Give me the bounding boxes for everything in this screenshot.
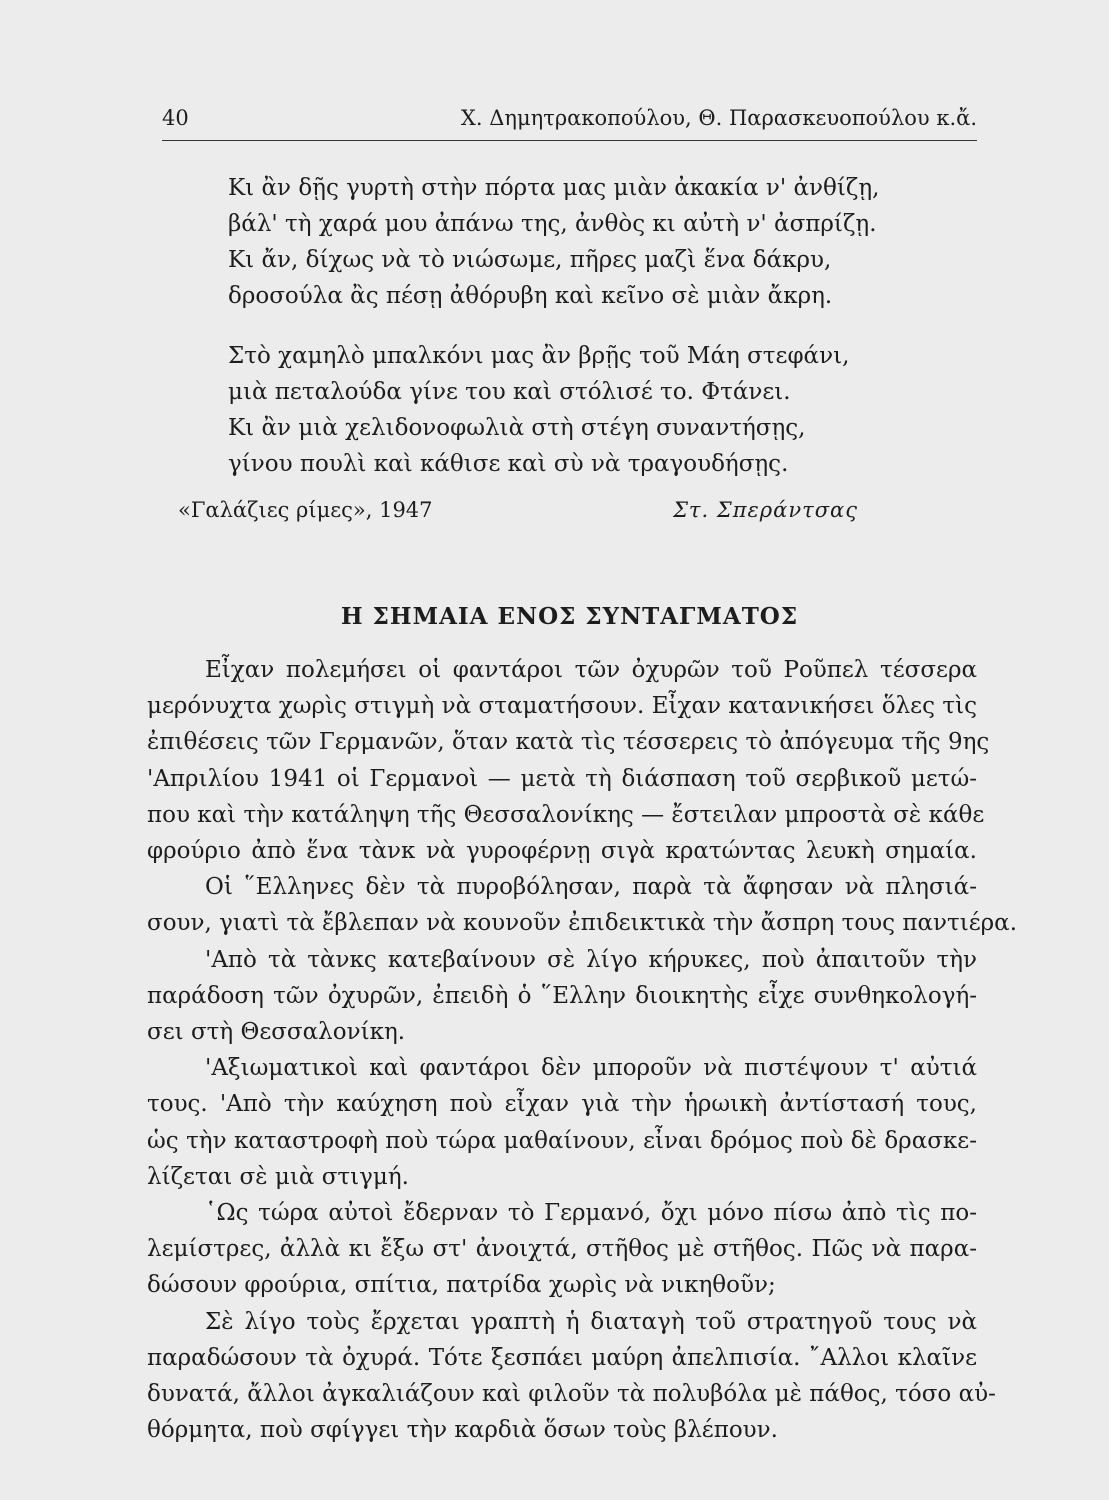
poem-attribution [178, 498, 858, 528]
page-header [162, 106, 977, 136]
paragraph [147, 1050, 977, 1195]
poem-line: Κι ἂν δῇς γυρτὴ στὴν πόρτα μας μιὰν ἀκακία ν' ἀνθίζῃ, [228, 175, 880, 201]
text-line: ἐπιθέσεις τῶν Γερμανῶν, ὅταν κατὰ τὶς τέσσερεις τὸ ἀπόγευμα τῆς 9ης [147, 729, 990, 756]
poem-line: γίνου πουλὶ καὶ κάθισε καὶ σὺ νὰ τραγουδήσῃς. [228, 451, 789, 477]
text-line: ῾Ως τώρα αὐτοὶ ἔδερναν τὸ Γερμανό, ὄχι μόνο πίσω ἀπὸ τὶς πο- [205, 1200, 977, 1227]
text-line: τους. 'Απὸ τὴν καύχηση ποὺ εἶχαν γιὰ τὴν ἡρωικὴ ἀντίστασή τους, [147, 1091, 977, 1118]
poem-line: μιὰ πεταλούδα γίνε του καὶ στόλισέ το. Φτάνει. [228, 379, 791, 405]
paragraph [147, 652, 990, 869]
poem-author: Στ. Σπεράντσας [673, 498, 858, 522]
text-line: παραδώσουν τὰ ὀχυρά. Τότε ξεσπάει μαύρη ἀπελπισία. ῎Αλλοι κλαῖνε [147, 1344, 977, 1371]
text-line: μερόνυχτα χωρὶς στιγμὴ νὰ σταματήσουν. Εἶχαν κατανικήσει ὅλες τὶς [147, 693, 977, 720]
text-line: Εἶχαν πολεμήσει οἱ φαντάροι τῶν ὀχυρῶν τοῦ Ροῦπελ τέσσερα [205, 657, 977, 683]
poem-source: «Γαλάζιες ρίμες», 1947 [178, 498, 433, 522]
text-line: δώσουν φρούρια, σπίτια, πατρίδα χωρὶς νὰ νικηθοῦν; [147, 1272, 776, 1299]
poem-line: Στὸ χαμηλὸ μπαλκόνι μας ἂν βρῇς τοῦ Μάη στεφάνι, [228, 343, 850, 369]
paragraph [147, 1304, 996, 1449]
text-line: 'Απριλίου 1941 οἱ Γερμανοὶ — μετὰ τὴ διάσπαση τοῦ σερβικοῦ μετώ- [147, 765, 977, 792]
text-line: λεμίστρες, ἀλλὰ κι ἔξω στ' ἀνοιχτά, στῆθος μὲ στῆθος. Πῶς νὰ παρα- [147, 1236, 977, 1263]
text-line: Οἱ ῞Ελληνες δὲν τὰ πυροβόλησαν, παρὰ τὰ ἄφησαν νὰ πλησιά- [205, 874, 977, 901]
header-rule [162, 140, 977, 141]
poem [228, 170, 948, 506]
poem-line: βάλ' τὴ χαρά μου ἀπάνω της, ἀνθὸς κι αὐτὴ ν' ἀσπρίζῃ. [228, 211, 877, 237]
text-line: 'Απὸ τὰ τὰνκς κατεβαίνουν σὲ λίγο κήρυκες, ποὺ ἀπαιτοῦν τὴν [205, 946, 977, 973]
poem-stanza [228, 170, 948, 314]
prose-body [147, 652, 1018, 1448]
section-title: Η ΣΗΜΑΙΑ ΕΝΟΣ ΣΥΝΤΑΓΜΑΤΟΣ [340, 603, 799, 630]
text-line: που καὶ τὴν κατάληψη τῆς Θεσσαλονίκης — ἔστειλαν μπροστὰ σὲ κάθε [147, 801, 985, 828]
text-line: θόρμητα, ποὺ σφίγγει τὴν καρδιὰ ὅσων τοὺς βλέπουν. [147, 1417, 778, 1444]
running-head: Χ. Δημητρακοπούλου, Θ. Παρασκευοπούλου κ.ἄ. [460, 106, 977, 130]
poem-stanza [228, 338, 948, 482]
poem-line: δροσούλα ἂς πέσῃ ἀθόρυβη καὶ κεῖνο σὲ μιὰν ἄκρη. [228, 283, 833, 309]
poem-line: Κι ἂν μιὰ χελιδονοφωλιὰ στὴ στέγη συναντήσῃς, [228, 415, 806, 441]
text-line: 'Αξιωματικοὶ καὶ φαντάροι δὲν μποροῦν νὰ πιστέψουν τ' αὐτιά [205, 1055, 977, 1082]
text-line: παράδοση τῶν ὀχυρῶν, ἐπειδὴ ὁ ῞Ελλην διοικητὴς εἶχε συνθηκολογή- [147, 982, 977, 1009]
paragraph [147, 1195, 977, 1304]
text-line: σει στὴ Θεσσαλονίκη. [147, 1019, 406, 1046]
text-line: σουν, γιατὶ τὰ ἔβλεπαν νὰ κουνοῦν ἐπιδεικτικὰ τὴν ἄσπρη τους παντιέρα. [147, 910, 1018, 937]
text-line: Σὲ λίγο τοὺς ἔρχεται γραπτὴ ἡ διαταγὴ τοῦ στρατηγοῦ τους νὰ [205, 1308, 977, 1335]
paragraph [147, 942, 977, 1051]
text-line: φρούριο ἀπὸ ἕνα τὰνκ νὰ γυροφέρνῃ σιγὰ κρατώντας λευκὴ σημαία. [147, 838, 977, 865]
page-number: 40 [162, 106, 189, 130]
text-line: ὡς τὴν καταστροφὴ ποὺ τώρα μαθαίνουν, εἶναι δρόμος ποὺ δὲ δρασκε- [147, 1127, 977, 1154]
paragraph [147, 869, 1018, 941]
text-line: δυνατά, ἄλλοι ἀγκαλιάζουν καὶ φιλοῦν τὰ πολυβόλα μὲ πάθος, τόσο αὐ- [147, 1381, 996, 1408]
poem-line: Κι ἄν, δίχως νὰ τὸ νιώσωμε, πῆρες μαζὶ ἕνα δάκρυ, [228, 247, 832, 273]
text-line: λίζεται σὲ μιὰ στιγμή. [147, 1163, 409, 1190]
